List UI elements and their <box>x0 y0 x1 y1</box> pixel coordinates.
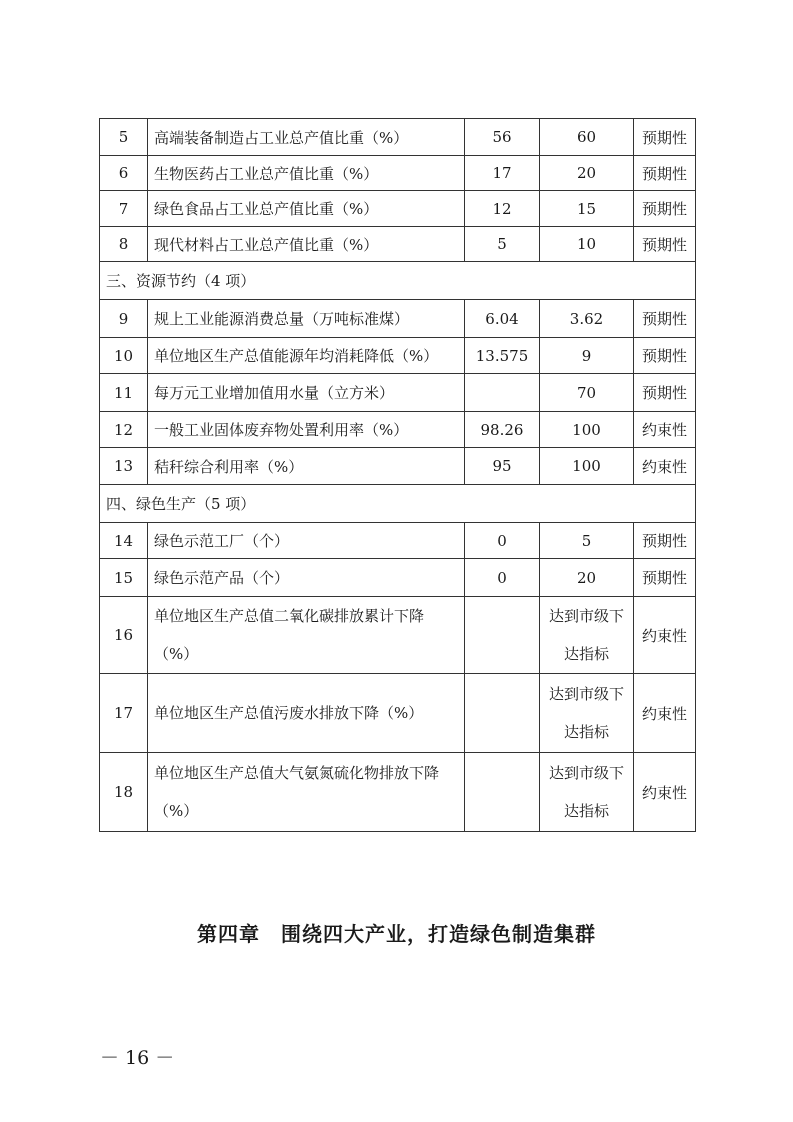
page-number: － 16 － <box>100 1047 175 1069</box>
indicator-name: 规上工业能源消费总量（万吨标准煤） <box>148 300 465 338</box>
table-row <box>100 191 696 227</box>
row-number: 14 <box>100 523 148 559</box>
indicator-attribute: 预期性 <box>634 119 696 156</box>
indicator-name: 单位地区生产总值污废水排放下降（%） <box>148 674 465 753</box>
indicator-attribute: 预期性 <box>634 300 696 338</box>
base-value: 5 <box>465 227 540 262</box>
indicator-attribute: 约束性 <box>634 753 696 832</box>
table-row <box>100 523 696 559</box>
row-number: 8 <box>100 227 148 262</box>
indicator-name: 一般工业固体废弃物处置利用率（%） <box>148 412 465 448</box>
indicator-attribute: 约束性 <box>634 674 696 753</box>
indicator-attribute: 预期性 <box>634 523 696 559</box>
base-value: 0 <box>465 559 540 597</box>
indicator-attribute: 预期性 <box>634 559 696 597</box>
row-number: 7 <box>100 191 148 227</box>
base-value: 17 <box>465 156 540 191</box>
target-value: 15 <box>540 191 634 227</box>
indicator-name: 绿色示范工厂（个） <box>148 523 465 559</box>
row-number: 13 <box>100 448 148 485</box>
table-row <box>100 374 696 412</box>
row-number: 12 <box>100 412 148 448</box>
target-value: 9 <box>540 338 634 374</box>
target-value: 20 <box>540 559 634 597</box>
base-value: 0 <box>465 523 540 559</box>
indicator-attribute: 预期性 <box>634 227 696 262</box>
section-label: 四、绿色生产（5 项） <box>100 485 696 523</box>
row-number: 9 <box>100 300 148 338</box>
base-value: 56 <box>465 119 540 156</box>
target-value: 60 <box>540 119 634 156</box>
chapter-title: 第四章 围绕四大产业，打造绿色制造集群 <box>197 922 596 946</box>
base-value: 95 <box>465 448 540 485</box>
indicator-name: 现代材料占工业总产值比重（%） <box>148 227 465 262</box>
section-row <box>100 485 696 523</box>
target-value: 达到市级下达指标 <box>540 597 634 674</box>
table-row <box>100 227 696 262</box>
indicator-attribute: 约束性 <box>634 597 696 674</box>
indicators-table-body <box>100 119 696 832</box>
row-number: 18 <box>100 753 148 832</box>
indicator-attribute: 约束性 <box>634 448 696 485</box>
indicator-name: 每万元工业增加值用水量（立方米） <box>148 374 465 412</box>
indicator-attribute: 预期性 <box>634 338 696 374</box>
target-value: 达到市级下达指标 <box>540 674 634 753</box>
row-number: 11 <box>100 374 148 412</box>
base-value <box>465 753 540 832</box>
row-number: 10 <box>100 338 148 374</box>
target-value: 3.62 <box>540 300 634 338</box>
row-number: 15 <box>100 559 148 597</box>
indicator-attribute: 预期性 <box>634 191 696 227</box>
table-row <box>100 559 696 597</box>
indicator-attribute: 约束性 <box>634 412 696 448</box>
table-row <box>100 448 696 485</box>
base-value: 6.04 <box>465 300 540 338</box>
indicator-name: 高端装备制造占工业总产值比重（%） <box>148 119 465 156</box>
table-row <box>100 753 696 832</box>
indicators-table <box>99 118 696 832</box>
indicator-name: 绿色示范产品（个） <box>148 559 465 597</box>
indicator-name: 绿色食品占工业总产值比重（%） <box>148 191 465 227</box>
table-row <box>100 597 696 674</box>
target-value: 5 <box>540 523 634 559</box>
table-row <box>100 674 696 753</box>
section-label: 三、资源节约（4 项） <box>100 262 696 300</box>
indicator-attribute: 预期性 <box>634 156 696 191</box>
section-row <box>100 262 696 300</box>
base-value: 12 <box>465 191 540 227</box>
target-value: 20 <box>540 156 634 191</box>
indicator-name: 单位地区生产总值二氧化碳排放累计下降（%） <box>148 597 465 674</box>
table-row <box>100 338 696 374</box>
base-value <box>465 374 540 412</box>
indicator-name: 生物医药占工业总产值比重（%） <box>148 156 465 191</box>
row-number: 16 <box>100 597 148 674</box>
base-value: 13.575 <box>465 338 540 374</box>
base-value <box>465 674 540 753</box>
table-row <box>100 300 696 338</box>
indicator-attribute: 预期性 <box>634 374 696 412</box>
base-value <box>465 597 540 674</box>
table-row <box>100 412 696 448</box>
table-row <box>100 119 696 156</box>
table-row <box>100 156 696 191</box>
target-value: 70 <box>540 374 634 412</box>
target-value: 100 <box>540 448 634 485</box>
target-value: 100 <box>540 412 634 448</box>
base-value: 98.26 <box>465 412 540 448</box>
target-value: 10 <box>540 227 634 262</box>
indicator-name: 单位地区生产总值大气氨氮硫化物排放下降（%） <box>148 753 465 832</box>
row-number: 5 <box>100 119 148 156</box>
row-number: 6 <box>100 156 148 191</box>
indicator-name: 单位地区生产总值能源年均消耗降低（%） <box>148 338 465 374</box>
indicator-name: 秸秆综合利用率（%） <box>148 448 465 485</box>
target-value: 达到市级下达指标 <box>540 753 634 832</box>
row-number: 17 <box>100 674 148 753</box>
